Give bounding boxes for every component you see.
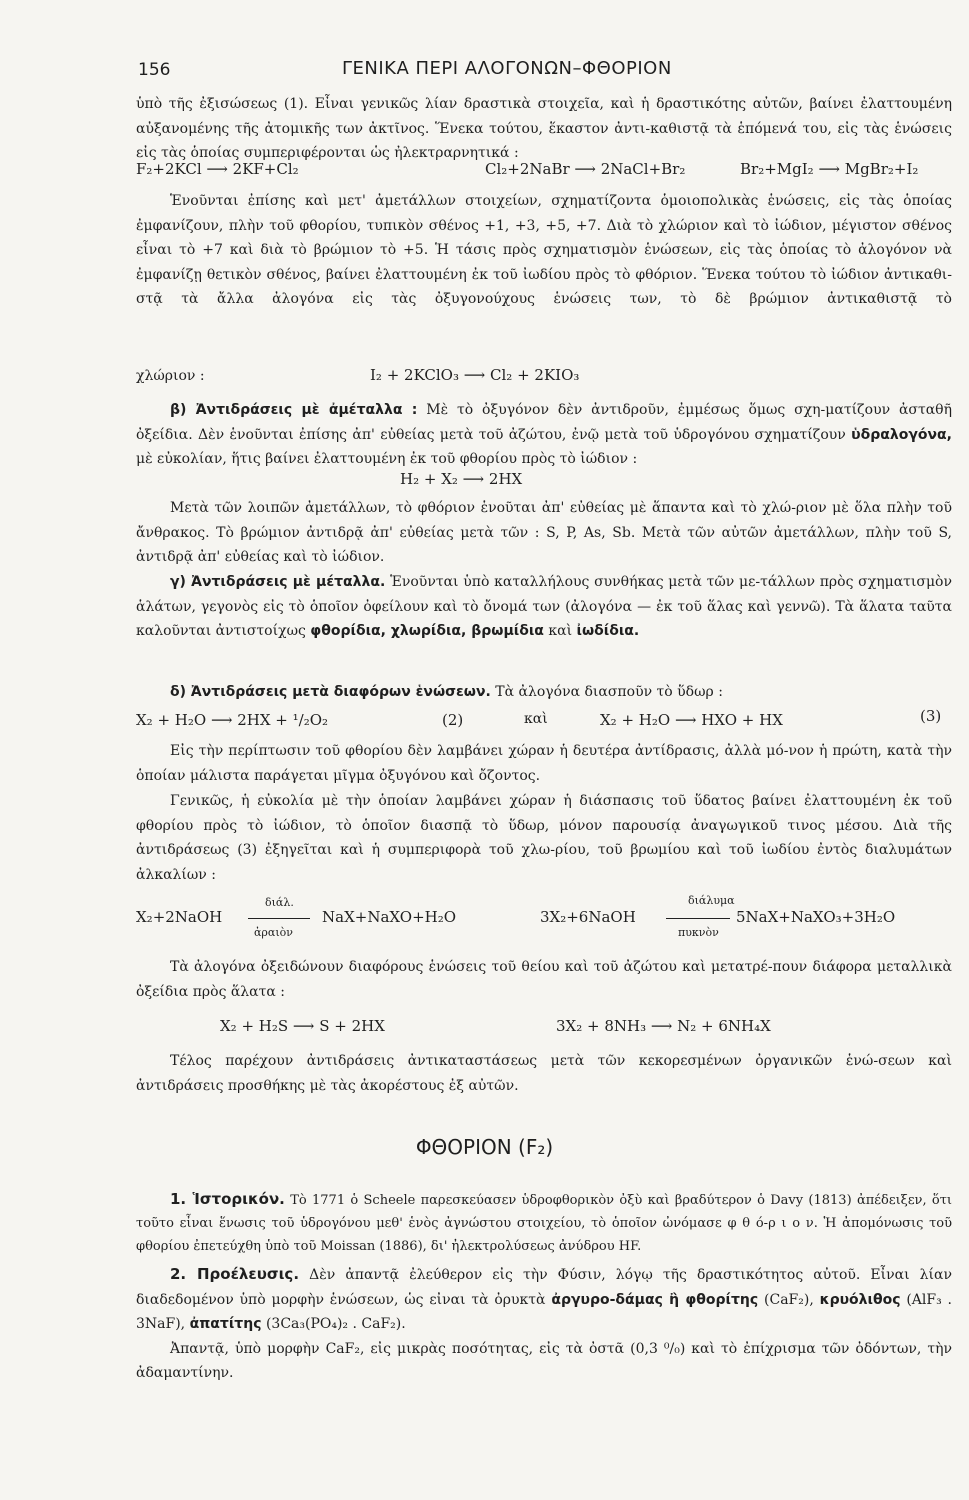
paragraph-3: Μετὰ τῶν λοιπῶν ἀμετάλλων, τὸ φθόριον ἑνοῦται ἀπ' εὐθείας μὲ ἅπαντα καὶ τὸ χλώ-ριον μὲ ὅλα πλὴν τοῦ ἄνθρακος. Τὸ βρώμιον ἀντιδρᾷ ἀπ' εὐθείας μετὰ τῶν : S, P, As, Sb. Μετὰ τῶν αὐτῶν ἀμετάλλων, πλὴν τοῦ S, ἀντιδρᾷ ἀπ' εὐθείας καὶ τὸ ἰώδιον. — [136, 500, 952, 566]
equation-h2-x2: H₂ + X₂ ⟶ 2HX — [400, 470, 523, 488]
beta-heading: β) Ἀντιδράσεις μὲ ἀμέταλλα : — [170, 402, 418, 418]
delta-heading: δ) Ἀντιδράσεις μετὰ διαφόρων ἑνώσεων. — [170, 684, 491, 700]
section-delta: δ) Ἀντιδράσεις μετὰ διαφόρων ἑνώσεων. Τὰ ἀλογόνα διασποῦν τὸ ὕδωρ : — [170, 684, 723, 700]
paragraph-4: Εἰς τὴν περίπτωσιν τοῦ φθορίου δὲν λαμβάνει χώραν ἡ δευτέρα ἀντίδρασις, ἀλλὰ μό-νον ἡ πρώτη, κατὰ τὴν ὁποίαν μάλιστα παράγεται μῖγμα ὀξυγόνου καὶ ὄζοντος. — [136, 743, 952, 784]
equation-f2-kcl: F₂+2KCl ⟶ 2KF+Cl₂ — [136, 160, 299, 178]
beta-bold-term: ὑδραλογόνα, — [851, 426, 952, 443]
section-gamma: γ) Ἀντιδράσεις μὲ μέταλλα. Ἑνοῦνται ὑπὸ καταλλήλους συνθήκας μετὰ τῶν με-τάλλων πρὸς σχηματισμὸν ἁλάτων, γεγονὸς εἰς τὸ ὁποῖον ὀφείλουν καὶ τὸ ὄνομά των (ἀλογόνα — ἐκ τοῦ ἅλας καὶ γεννῶ). Τὰ ἅλατα ταῦτα καλοῦνται ἀντιστοίχως φθορίδια, χλωρίδια, βρωμίδια καὶ ἰωδίδια. — [136, 574, 952, 640]
page-number: 156 — [138, 60, 171, 80]
equation-number-3: (3) — [920, 707, 942, 725]
gamma-bold-terms: φθορίδια, χλωρίδια, βρωμίδια — [310, 623, 544, 640]
mineral-apatite: ἀπατίτης — [189, 1316, 262, 1333]
paragraph-6: Τὰ ἀλογόνα ὀξειδώνουν διαφόρους ἑνώσεις τοῦ θείου καὶ τοῦ ἀζώτου καὶ μετατρέ-πουν διάφορα μεταλλικὰ ὀξείδια πρὸς ἅλατα : — [136, 959, 952, 1000]
arrow-dilute — [248, 918, 310, 919]
equation-nh3: 3X₂ + 8NH₃ ⟶ N₂ + 6NH₄X — [556, 1017, 771, 1035]
history-heading: 1. Ἱστορικόν. — [170, 1190, 285, 1208]
equation-number-2: (2) — [442, 711, 464, 729]
equation-br2-mgi2: Br₂+MgI₂ ⟶ MgBr₂+I₂ — [740, 160, 919, 178]
arrow-conc — [666, 918, 730, 919]
label-dilute-below: ἀραιὸν — [254, 926, 293, 939]
origin-heading: 2. Προέλευσις. — [170, 1265, 300, 1283]
equation-cl2-nabr: Cl₂+2NaBr ⟶ 2NaCl+Br₂ — [485, 160, 686, 178]
subsection-origin: 2. Προέλευσις. Δὲν ἀπαντᾷ ἐλεύθερον εἰς τὴν Φύσιν, λόγῳ τῆς δραστικότητος αὐτοῦ. Εἶναι λίαν διαδεδομένον ὑπὸ μορφὴν ἑνώσεων, ὡς εἰναι τὰ ὀρυκτὰ ἀργυρο-δάμας ἢ φθορίτης (CaF₂), κρυόλιθος (AlF₃ . 3NaF), ἀπατίτης (3Ca₃(PO₄)₂ . CaF₂). Ἀπαντᾷ, ὑπὸ μορφὴν CaF₂, εἰς μικρὰς ποσότητας, εἰς τὰ ὀστᾶ (0,3 ⁰/₀) καὶ τὸ ἐπίχρισμα τῶν ὀδόντων, τὴν ἀδαμαντίνην. — [136, 1265, 952, 1382]
equation-chlorate: I₂ + 2KClO₃ ⟶ Cl₂ + 2KIO₃ — [370, 366, 580, 384]
gamma-heading: γ) Ἀντιδράσεις μὲ μέταλλα. — [170, 574, 386, 590]
equation-h2s: X₂ + H₂S ⟶ S + 2HX — [220, 1017, 385, 1035]
mineral-fluorite: ἀργυρο-δάμας ἢ φθορίτης — [551, 1291, 759, 1308]
equation-naoh-dilute-left: X₂+2NaOH — [136, 908, 223, 926]
running-title: ΓΕΝΙΚΑ ΠΕΡΙ ΑΛΟΓΟΝΩΝ–ΦΘΟΡΙΟΝ — [342, 58, 672, 79]
section-beta: β) Ἀντιδράσεις μὲ ἀμέταλλα : Μὲ τὸ ὀξυγόνον δὲν ἀντιδροῦν, ἐμμέσως ὅμως σχη-ματίζουν ἀσταθῆ ὀξείδια. Δὲν ἑνοῦνται ἐπίσης ἀπ' εὐθείας μετὰ τοῦ ἀζώτου, ἐνῷ μετὰ τοῦ ὑδρογόνου σχηματίζουν ὑδραλογόνα, μὲ εὐκολίαν, ἥτις βαίνει ἐλαττουμένη ἐκ τοῦ φθορίου πρὸς τὸ ἰώδιον : — [136, 402, 952, 468]
label-conc-above: διάλυμα — [688, 894, 735, 907]
label-dilute-above: διάλ. — [265, 896, 294, 909]
equation-naoh-conc-right: 5NaX+NaXO₃+3H₂O — [736, 908, 896, 926]
equation-water-3: X₂ + H₂O ⟶ HXO + HX — [600, 711, 783, 729]
section-title-fluorine: ΦΘΟΡΙΟΝ (F₂) — [415, 1135, 554, 1159]
equation-naoh-conc-left: 3X₂+6NaOH — [540, 908, 636, 926]
label-conc-below: πυκνὸν — [678, 926, 719, 939]
paragraph-2-end: χλώριον : — [136, 368, 205, 384]
paragraph-2: Ἑνοῦνται ἐπίσης καὶ μετ' ἀμετάλλων στοιχείων, σχηματίζοντα ὁμοιοπολικὰς ἑνώσεις, εἰς τὰς ὁποίας ἐμφανίζουν, πλὴν τοῦ φθορίου, τυπικὸν σθένος +1, +3, +5, +7. Διὰ τὸ χλώριον καὶ τὸ ἰώδιον, μέγιστον σθένος εἶναι τὸ +7 καὶ διὰ τὸ βρώμιον τὸ +5. Ἡ τάσις πρὸς σχηματισμὸν ἑνώσεων, εἰς τὰς ὁποίας τὸ ἀλογόνον νὰ ἐμφανίζῃ θετικὸν σθένος, βαίνει ἐλαττουμένη ἐκ τοῦ ἰωδίου πρὸς τὸ φθόριον. Ἕνεκα τούτου τὸ ἰώδιον ἀντικαθι-στᾷ τὰ ἄλλα ἀλογόνα εἰς τὰς ὀξυγονούχους ἑνώσεις των, τὸ δὲ βρώμιον ἀντικαθιστᾷ τὸ — [136, 193, 952, 308]
mineral-cryolite: κρυόλιθος — [819, 1291, 901, 1308]
equation-naoh-dilute-right: NaX+NaXO+H₂O — [322, 908, 457, 926]
paragraph-7: Τέλος παρέχουν ἀντιδράσεις ἀντικαταστάσεως μετὰ τῶν κεκορεσμένων ὀργανικῶν ἑνώ-σεων καὶ ἀντιδράσεις προσθήκης μὲ τὰς ἀκορέστους ἐξ αὐτῶν. — [136, 1053, 952, 1094]
equation-and: καὶ — [524, 711, 548, 727]
paragraph-1: ὑπὸ τῆς ἐξισώσεως (1). Εἶναι γενικῶς λίαν δραστικὰ στοιχεῖα, καὶ ἡ δραστικότης αὐτῶν, βαίνει ἐλαττουμένη αὐξανομένης τῆς ἀτομικῆς των ἀκτῖνος. Ἕνεκα τούτου, ἕκαστον ἀντι-καθιστᾷ τὰ ἑπόμενά του, εἰς τὰς ἑνώσεις εἰς τὰς ὁποίας συμπεριφέρονται ὡς ἠλεκτραρνητικά : — [136, 96, 952, 162]
paragraph-5: Γενικῶς, ἡ εὐκολία μὲ τὴν ὁποίαν λαμβάνει χώραν ἡ διάσπασις τοῦ ὕδατος βαίνει ἐλαττουμένη ἐκ τοῦ φθορίου πρὸς τὸ ἰώδιον, τὸ ὁποῖον διασπᾷ τὸ ὕδωρ, μόνον παρουσίᾳ ἀναγωγικοῦ τινος μέσου. Διὰ τῆς ἀντιδράσεως (3) ἐξηγεῖται καὶ ἡ συμπεριφορὰ τοῦ χλω-ρίου, τοῦ βρωμίου καὶ τοῦ ἰωδίου ἐντὸς διαλυμάτων ἀλκαλίων : — [136, 793, 952, 883]
subsection-history: 1. Ἱστορικόν. Τὸ 1771 ὁ Scheele παρεσκεύασεν ὑδροφθορικὸν ὀξὺ καὶ βραδύτερον ὁ Davy (1813) ἀπέδειξεν, ὅτι τοῦτο εἶναι ἕνωσις τοῦ ὑδρογόνου μεθ' ἑνὸς ἀγνώστου στοιχείου, τὸ ὁποῖον ὠνόμασε φ θ ό-ρ ι ο ν. Ἡ ἀπομόνωσις τοῦ φθορίου ἐπετεύχθη ὑπὸ τοῦ Moissan (1886), δι' ἠλεκτρολύσεως ἀνύδρου HF. — [136, 1190, 953, 1254]
equation-water-2: X₂ + H₂O ⟶ 2HX + ¹/₂O₂ — [136, 711, 329, 729]
